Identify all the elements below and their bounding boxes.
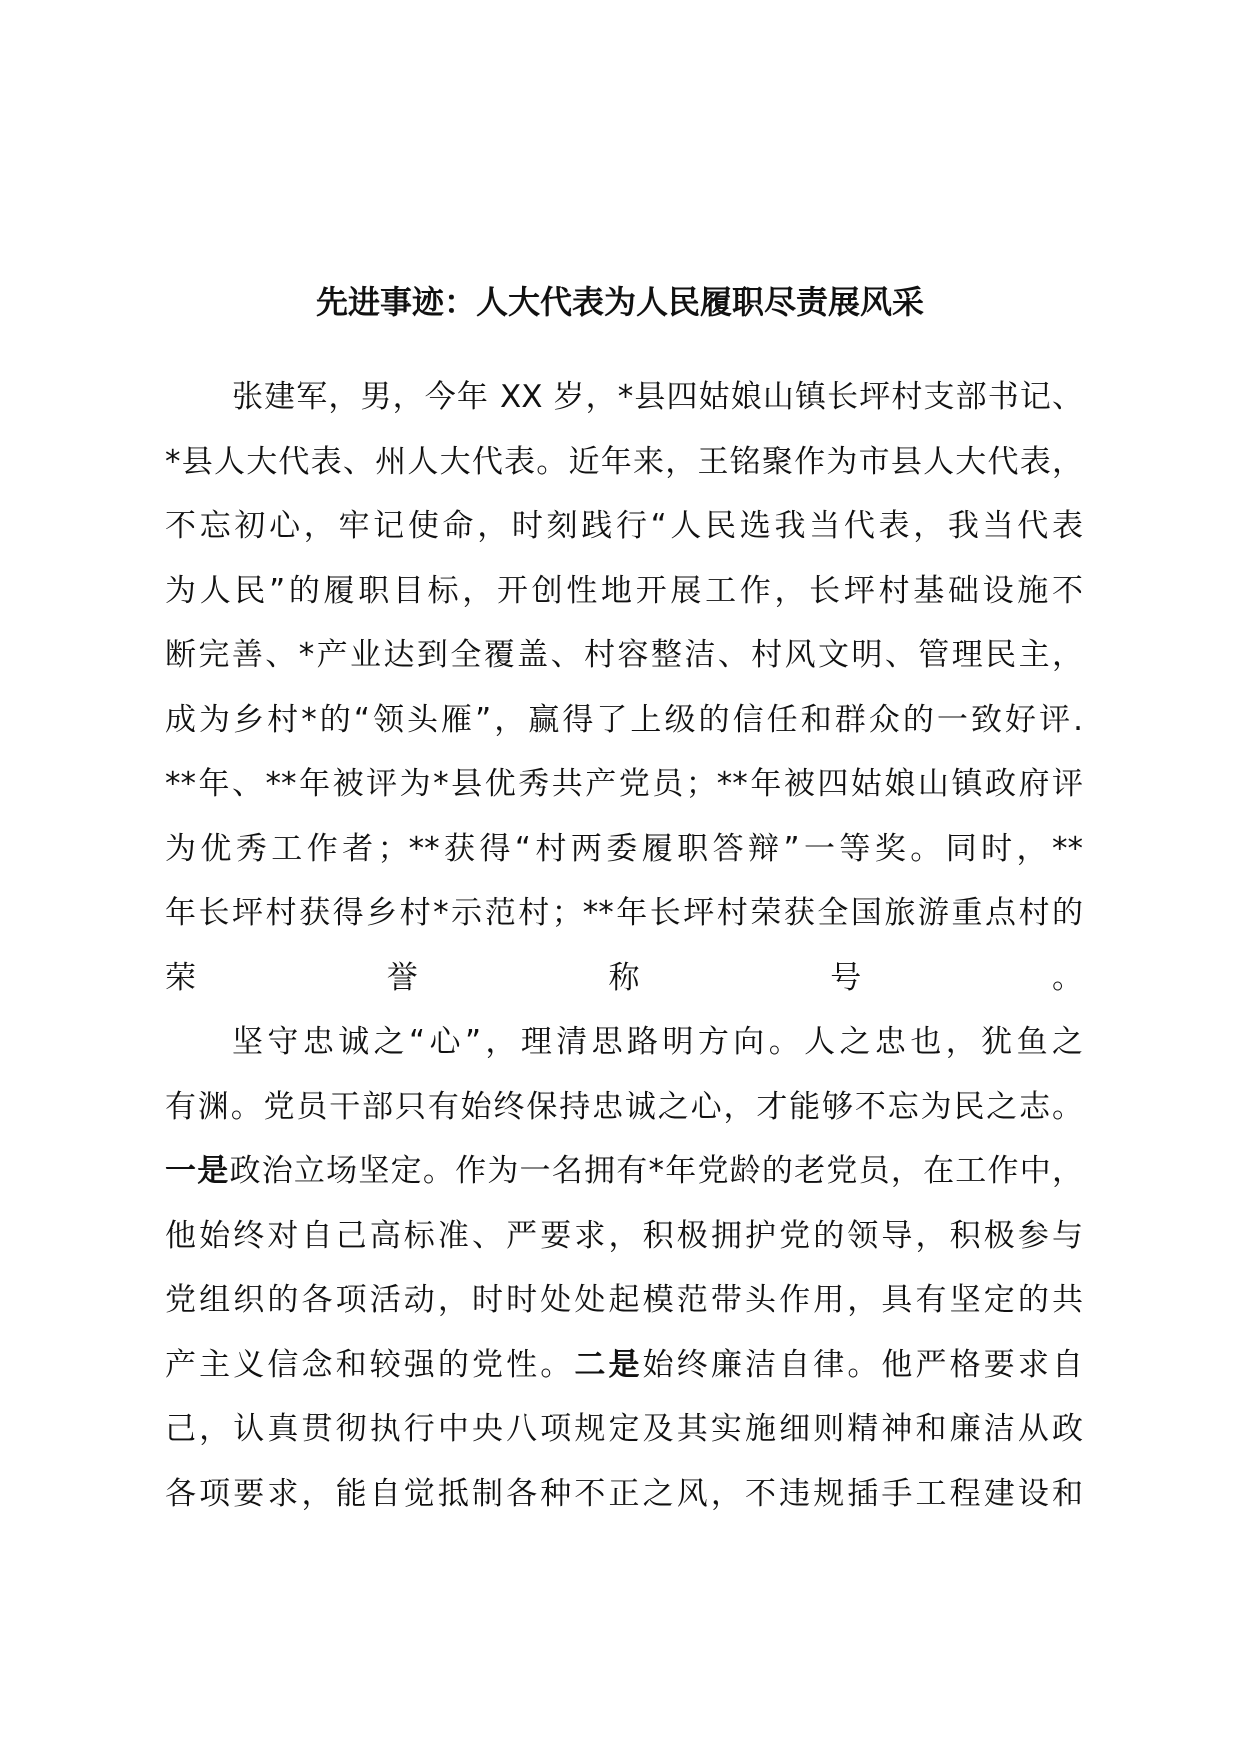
- text-segment: 为人民”的履职目标，开创性地开展工作，长坪村基础设施不: [165, 572, 1083, 609]
- paragraph-1-line: [165, 365, 1083, 430]
- text-segment: 断完善、*产业达到全覆盖、村容整洁、村风文明、管理民主，: [165, 637, 1083, 673]
- text-segment: 张建军，男，今年 XX 岁，*县四姑娘山镇长坪村支部书记、: [232, 379, 1083, 415]
- paragraph-2-line: [165, 1139, 1083, 1204]
- document-title: 先进事迹：人大代表为人民履职尽责展风采: [315, 283, 924, 321]
- text-segment: 产主义信念和较强的党性。: [165, 1346, 575, 1383]
- paragraph-1-line: [165, 688, 1083, 753]
- text-segment: **年、**年被评为*县优秀共产党员；**年被四姑娘山镇政府评: [165, 766, 1083, 802]
- paragraph-2-line: [165, 1075, 1083, 1140]
- text-segment: 党组织的各项活动，时时处处起模范带头作用，具有坚定的共: [165, 1282, 1083, 1318]
- text-segment: 始终廉洁自律。他严格要求自: [642, 1346, 1084, 1383]
- paragraph-1-line: [165, 817, 1083, 882]
- text-segment: 己，认真贯彻执行中央八项规定及其实施细则精神和廉洁从政: [165, 1411, 1083, 1447]
- bold-lead-text: 一是: [165, 1153, 230, 1189]
- text-segment: 政治立场坚定。作为一名拥有*年党龄的老党员，在工作中，: [229, 1153, 1084, 1189]
- paragraph-1-line: [165, 430, 1083, 495]
- text-segment: 他始终对自己高标准、严要求，积极拥护党的领导，积极参与: [165, 1217, 1083, 1254]
- paragraph-1-line: [165, 623, 1083, 688]
- text-segment: 荣誉称号。: [165, 959, 1083, 996]
- bold-lead-text: 二是: [574, 1346, 643, 1383]
- text-segment: 各项要求，能自觉抵制各种不正之风，不违规插手工程建设和: [165, 1475, 1083, 1512]
- text-segment: *县人大代表、州人大代表。近年来，王铭聚作为市县人大代表，: [165, 443, 1083, 480]
- paragraph-2-line: [165, 1010, 1083, 1075]
- paragraph-2-line: [165, 1397, 1083, 1462]
- paragraph-2-line: [165, 1204, 1083, 1269]
- text-segment: 坚守忠诚之“心”，理清思路明方向。人之忠也，犹鱼之: [232, 1024, 1083, 1060]
- paragraph-2-line: [165, 1268, 1083, 1333]
- paragraph-2-line: [165, 1462, 1083, 1527]
- paragraph-1-line: [165, 881, 1083, 946]
- text-segment: 为优秀工作者；**获得“村两委履职答辩”一等奖。同时，**: [165, 830, 1083, 867]
- text-segment: 年长坪村获得乡村*示范村；**年长坪村荣获全国旅游重点村的: [165, 895, 1083, 931]
- text-segment: 有渊。党员干部只有始终保持忠诚之心，才能够不忘为民之志。: [165, 1088, 1083, 1125]
- paragraph-2-line: [165, 1333, 1083, 1398]
- document-body: [165, 365, 1083, 1526]
- text-segment: 不忘初心，牢记使命，时刻践行“人民选我当代表，我当代表: [165, 508, 1083, 544]
- paragraph-1-line: [165, 494, 1083, 559]
- paragraph-1-line: [165, 946, 1083, 1011]
- text-segment: 成为乡村*的“领头雁”，赢得了上级的信任和群众的一致好评.: [165, 701, 1083, 738]
- paragraph-1-line: [165, 559, 1083, 624]
- paragraph-1-line: [165, 752, 1083, 817]
